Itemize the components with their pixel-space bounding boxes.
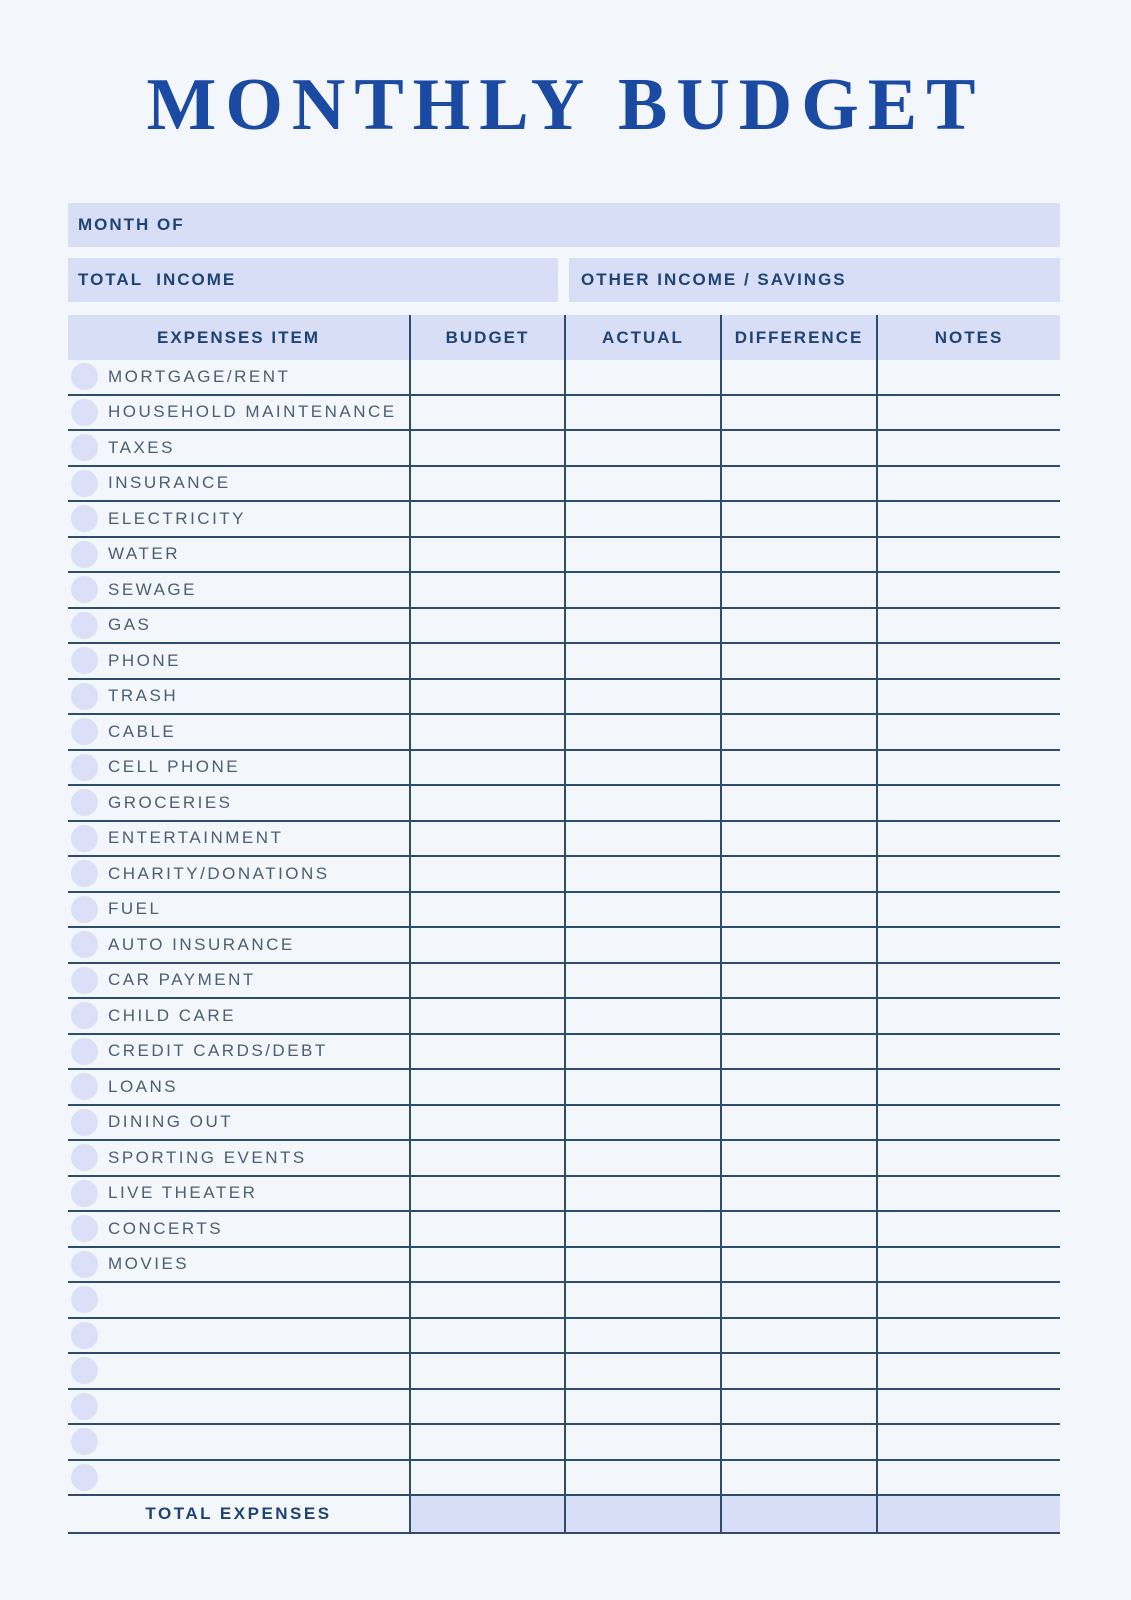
expense-item-label: ELECTRICITY [108,508,247,528]
header-notes: NOTES [876,315,1060,360]
budget-cell[interactable] [409,360,564,394]
bullet-circle-icon [71,718,98,745]
budget-cell[interactable] [409,1177,564,1211]
actual-cell[interactable] [564,1319,720,1353]
notes-cell[interactable] [876,999,1060,1033]
actual-cell[interactable] [564,1354,720,1388]
total-actual-cell[interactable] [564,1496,720,1532]
bullet-circle-icon [71,967,98,994]
expense-item-cell [68,1283,409,1317]
budget-cell[interactable] [409,893,564,927]
total-expenses-label: TOTAL EXPENSES [145,1504,332,1523]
header-budget: BUDGET [409,315,564,360]
expense-item-label: CHARITY/DONATIONS [108,863,330,883]
table-row [68,1177,1060,1213]
notes-cell[interactable] [876,538,1060,572]
bullet-circle-icon [71,860,98,887]
month-of-field[interactable] [68,203,1060,247]
actual-cell[interactable] [564,999,720,1033]
table-row [68,609,1060,645]
bullet-circle-icon [71,1180,98,1207]
expense-item-cell [68,1425,409,1459]
bullet-circle-icon [71,399,98,426]
notes-cell[interactable] [876,502,1060,536]
budget-cell[interactable] [409,822,564,856]
notes-cell[interactable] [876,1319,1060,1353]
expense-item-label: CREDIT CARDS/DEBT [108,1041,328,1061]
total-difference-cell[interactable] [720,1496,876,1532]
notes-cell[interactable] [876,928,1060,962]
table-row [68,1035,1060,1071]
notes-cell[interactable] [876,573,1060,607]
expense-item-label: MOVIES [108,1254,190,1274]
difference-cell[interactable] [720,1248,876,1282]
difference-cell[interactable] [720,644,876,678]
expense-item-cell [68,751,409,785]
expense-item-cell [68,999,409,1033]
expense-item-cell [68,1070,409,1104]
expense-item-label: FUEL [108,899,162,919]
expense-item-cell [68,786,409,820]
budget-cell[interactable] [409,609,564,643]
expense-item-label: AUTO INSURANCE [108,934,295,954]
expense-item-cell [68,538,409,572]
budget-cell[interactable] [409,644,564,678]
bullet-circle-icon [71,1251,98,1278]
difference-cell[interactable] [720,1212,876,1246]
bullet-circle-icon [71,1464,98,1491]
budget-cell[interactable] [409,1106,564,1140]
bullet-circle-icon [71,1286,98,1313]
actual-cell[interactable] [564,893,720,927]
table-row [68,1319,1060,1355]
expense-item-label: WATER [108,544,180,564]
bullet-circle-icon [71,505,98,532]
difference-cell[interactable] [720,928,876,962]
difference-cell[interactable] [720,1106,876,1140]
expense-item-cell [68,1141,409,1175]
bullet-circle-icon [71,1428,98,1455]
actual-cell[interactable] [564,360,720,394]
difference-cell[interactable] [720,1354,876,1388]
expense-item-cell [68,857,409,891]
table-row [68,431,1060,467]
actual-cell[interactable] [564,1177,720,1211]
actual-cell[interactable] [564,964,720,998]
difference-cell[interactable] [720,573,876,607]
expense-item-label: LOANS [108,1076,179,1096]
actual-cell[interactable] [564,786,720,820]
table-row [68,1212,1060,1248]
total-income-label: TOTAL INCOME [78,270,237,289]
difference-cell[interactable] [720,822,876,856]
bullet-circle-icon [71,1393,98,1420]
bullet-circle-icon [71,363,98,390]
expense-item-cell [68,1248,409,1282]
bullet-circle-icon [71,1322,98,1349]
table-body [68,360,1060,1496]
budget-cell[interactable] [409,502,564,536]
table-row [68,1070,1060,1106]
actual-cell[interactable] [564,822,720,856]
expense-item-label: CABLE [108,721,177,741]
bullet-circle-icon [71,896,98,923]
month-of-label: MONTH OF [78,215,185,234]
notes-cell[interactable] [876,1106,1060,1140]
table-row [68,928,1060,964]
bullet-circle-icon [71,1215,98,1242]
bullet-circle-icon [71,434,98,461]
expense-item-label: SPORTING EVENTS [108,1147,307,1167]
actual-cell[interactable] [564,715,720,749]
page-title: MONTHLY BUDGET [146,64,985,146]
table-row [68,1354,1060,1390]
bullet-circle-icon [71,1002,98,1029]
expense-item-cell [68,1461,409,1495]
table-row [68,680,1060,716]
expense-item-cell [68,1106,409,1140]
notes-cell[interactable] [876,751,1060,785]
budget-cell[interactable] [409,1248,564,1282]
notes-cell[interactable] [876,467,1060,501]
difference-cell[interactable] [720,999,876,1033]
difference-cell[interactable] [720,609,876,643]
notes-cell[interactable] [876,1141,1060,1175]
notes-cell[interactable] [876,1425,1060,1459]
notes-cell[interactable] [876,1248,1060,1282]
expense-item-label: DINING OUT [108,1112,234,1132]
difference-cell[interactable] [720,680,876,714]
expense-item-label: GROCERIES [108,792,233,812]
difference-cell[interactable] [720,751,876,785]
actual-cell[interactable] [564,644,720,678]
table-row [68,396,1060,432]
difference-cell[interactable] [720,538,876,572]
bullet-circle-icon [71,1109,98,1136]
table-row [68,644,1060,680]
actual-cell[interactable] [564,1035,720,1069]
actual-cell[interactable] [564,1106,720,1140]
budget-cell[interactable] [409,1390,564,1424]
actual-cell[interactable] [564,467,720,501]
table-row [68,786,1060,822]
difference-cell[interactable] [720,1177,876,1211]
actual-cell[interactable] [564,751,720,785]
expense-item-label: HOUSEHOLD MAINTENANCE [108,402,397,422]
budget-cell[interactable] [409,573,564,607]
notes-cell[interactable] [876,680,1060,714]
expense-item-label: SEWAGE [108,579,197,599]
budget-cell[interactable] [409,1283,564,1317]
notes-cell[interactable] [876,644,1060,678]
actual-cell[interactable] [564,431,720,465]
expense-item-cell [68,822,409,856]
notes-cell[interactable] [876,964,1060,998]
difference-cell[interactable] [720,1425,876,1459]
budget-cell[interactable] [409,1212,564,1246]
expense-item-cell [68,964,409,998]
notes-cell[interactable] [876,893,1060,927]
expense-item-cell [68,893,409,927]
budget-cell[interactable] [409,786,564,820]
expense-item-label: TRASH [108,686,179,706]
other-income-savings-label: OTHER INCOME / SAVINGS [581,270,847,289]
budget-cell[interactable] [409,467,564,501]
total-notes-cell[interactable] [876,1496,1060,1532]
table-row [68,1248,1060,1284]
budget-cell[interactable] [409,1070,564,1104]
budget-cell[interactable] [409,1354,564,1388]
actual-cell[interactable] [564,538,720,572]
notes-cell[interactable] [876,1035,1060,1069]
table-row [68,893,1060,929]
notes-cell[interactable] [876,396,1060,430]
expense-item-cell [68,431,409,465]
table-row [68,1283,1060,1319]
difference-cell[interactable] [720,467,876,501]
expense-item-cell [68,396,409,430]
expense-item-label: ENTERTAINMENT [108,828,284,848]
table-row [68,999,1060,1035]
income-section [68,258,1060,302]
expense-item-cell [68,1319,409,1353]
table-row [68,573,1060,609]
expense-item-cell [68,1035,409,1069]
notes-cell[interactable] [876,1177,1060,1211]
actual-cell[interactable] [564,1070,720,1104]
table-row [68,1106,1060,1142]
difference-cell[interactable] [720,502,876,536]
table-row [68,857,1060,893]
notes-cell[interactable] [876,715,1060,749]
difference-cell[interactable] [720,715,876,749]
other-income-savings-field[interactable] [569,258,1060,302]
budget-cell[interactable] [409,1035,564,1069]
budget-cell[interactable] [409,396,564,430]
table-row [68,1390,1060,1426]
actual-cell[interactable] [564,573,720,607]
actual-cell[interactable] [564,680,720,714]
expense-item-label: CELL PHONE [108,757,241,777]
notes-cell[interactable] [876,360,1060,394]
bullet-circle-icon [71,931,98,958]
bullet-circle-icon [71,754,98,781]
budget-cell[interactable] [409,715,564,749]
difference-cell[interactable] [720,786,876,820]
actual-cell[interactable] [564,1141,720,1175]
budget-cell[interactable] [409,751,564,785]
budget-cell[interactable] [409,1425,564,1459]
actual-cell[interactable] [564,1283,720,1317]
actual-cell[interactable] [564,1390,720,1424]
notes-cell[interactable] [876,1283,1060,1317]
expenses-table [68,315,1060,1534]
budget-cell[interactable] [409,857,564,891]
table-row [68,1461,1060,1497]
notes-cell[interactable] [876,786,1060,820]
difference-cell[interactable] [720,1390,876,1424]
difference-cell[interactable] [720,1141,876,1175]
expense-item-cell [68,609,409,643]
expense-item-cell [68,1354,409,1388]
notes-cell[interactable] [876,822,1060,856]
expense-item-cell [68,1212,409,1246]
budget-cell[interactable] [409,928,564,962]
budget-cell[interactable] [409,680,564,714]
table-row [68,360,1060,396]
expense-item-label: LIVE THEATER [108,1183,258,1203]
bullet-circle-icon [71,1144,98,1171]
table-row [68,715,1060,751]
bullet-circle-icon [71,1073,98,1100]
difference-cell[interactable] [720,1319,876,1353]
actual-cell[interactable] [564,1212,720,1246]
total-income-field[interactable] [68,258,558,302]
bullet-circle-icon [71,1038,98,1065]
expense-item-label: CONCERTS [108,1218,224,1238]
expense-item-cell [68,360,409,394]
notes-cell[interactable] [876,1461,1060,1495]
difference-cell[interactable] [720,857,876,891]
difference-cell[interactable] [720,1035,876,1069]
actual-cell[interactable] [564,1425,720,1459]
expense-item-cell [68,573,409,607]
table-row [68,964,1060,1000]
actual-cell[interactable] [564,1461,720,1495]
budget-cell[interactable] [409,431,564,465]
difference-cell[interactable] [720,893,876,927]
notes-cell[interactable] [876,431,1060,465]
expense-item-label: PHONE [108,650,181,670]
difference-cell[interactable] [720,964,876,998]
header-difference: DIFFERENCE [720,315,876,360]
table-row [68,822,1060,858]
bullet-circle-icon [71,683,98,710]
bullet-circle-icon [71,789,98,816]
table-row [68,538,1060,574]
table-row [68,1425,1060,1461]
actual-cell[interactable] [564,609,720,643]
table-row [68,1141,1060,1177]
total-budget-cell[interactable] [409,1496,564,1532]
expense-item-cell [68,928,409,962]
expense-item-label: INSURANCE [108,473,231,493]
bullet-circle-icon [71,470,98,497]
notes-cell[interactable] [876,1354,1060,1388]
table-row [68,751,1060,787]
header-expenses-item: EXPENSES ITEM [157,327,320,347]
difference-cell[interactable] [720,1461,876,1495]
bullet-circle-icon [71,1357,98,1384]
bullet-circle-icon [71,612,98,639]
expense-item-cell [68,502,409,536]
bullet-circle-icon [71,825,98,852]
table-row [68,502,1060,538]
actual-cell[interactable] [564,502,720,536]
actual-cell[interactable] [564,396,720,430]
budget-cell[interactable] [409,538,564,572]
difference-cell[interactable] [720,360,876,394]
actual-cell[interactable] [564,1248,720,1282]
notes-cell[interactable] [876,1070,1060,1104]
budget-cell[interactable] [409,1141,564,1175]
expense-item-cell [68,467,409,501]
notes-cell[interactable] [876,609,1060,643]
notes-cell[interactable] [876,1390,1060,1424]
expense-item-label: GAS [108,615,152,635]
notes-cell[interactable] [876,857,1060,891]
notes-cell[interactable] [876,1212,1060,1246]
table-header-row [68,315,1060,360]
expense-item-cell [68,1177,409,1211]
total-expenses-row [68,1496,1060,1534]
actual-cell[interactable] [564,928,720,962]
budget-cell[interactable] [409,999,564,1033]
expense-item-label: CHILD CARE [108,1005,236,1025]
expense-item-label: TAXES [108,437,175,457]
expense-item-label: MORTGAGE/RENT [108,366,291,386]
difference-cell[interactable] [720,396,876,430]
expense-item-cell [68,644,409,678]
budget-cell[interactable] [409,1319,564,1353]
budget-cell[interactable] [409,1461,564,1495]
expense-item-cell [68,715,409,749]
actual-cell[interactable] [564,857,720,891]
difference-cell[interactable] [720,431,876,465]
budget-cell[interactable] [409,964,564,998]
expense-item-cell [68,1390,409,1424]
expense-item-cell [68,680,409,714]
bullet-circle-icon [71,576,98,603]
difference-cell[interactable] [720,1283,876,1317]
table-row [68,467,1060,503]
expense-item-label: CAR PAYMENT [108,970,256,990]
difference-cell[interactable] [720,1070,876,1104]
bullet-circle-icon [71,541,98,568]
header-actual: ACTUAL [564,315,720,360]
bullet-circle-icon [71,647,98,674]
